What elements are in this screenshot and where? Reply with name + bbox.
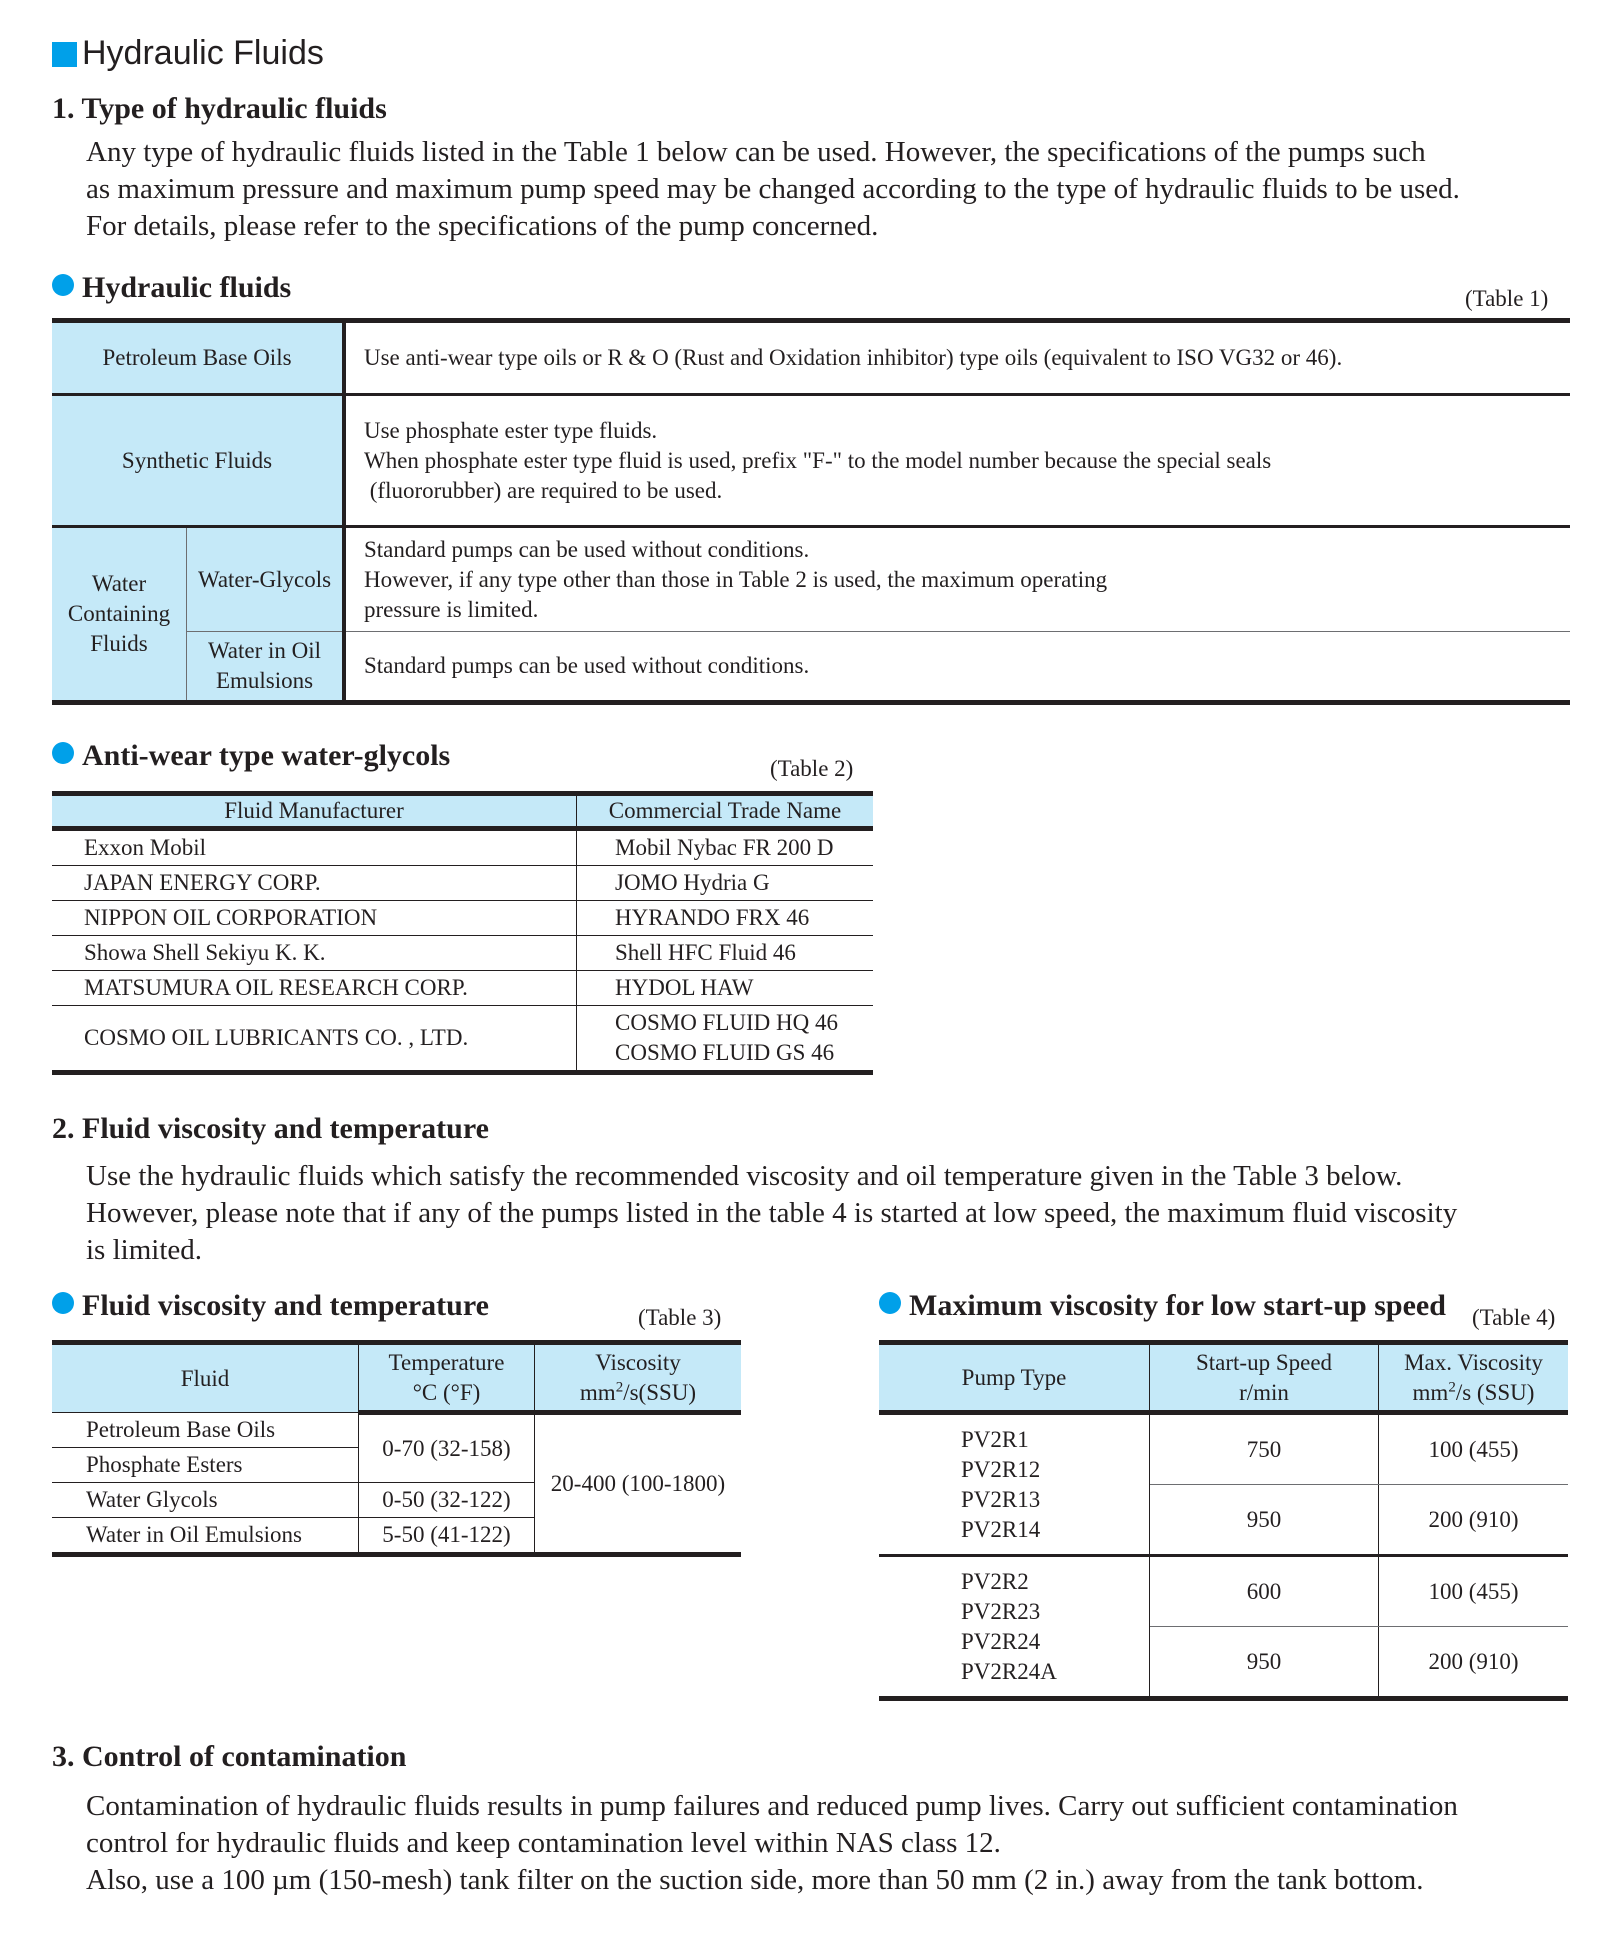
category-line: Emulsions [215,668,314,693]
fluid-cell: Phosphate Esters [52,1448,359,1483]
pump-model: PV2R24 [961,1628,1041,1654]
trade-name-cell: Mobil Nybac FR 200 D [577,829,874,866]
page-title: Hydraulic Fluids [82,34,324,72]
pump-model: PV2R1 [961,1426,1029,1452]
trade-name-cell: HYDOL HAW [577,971,874,1006]
paragraph-line: Any type of hydraulic fluids listed in the Table 1 below can be used. However, the specifications of the pumps such [86,136,1426,168]
fluid-cell: Water in Oil Emulsions [52,1518,359,1555]
column-header: Fluid Manufacturer [52,794,577,829]
description-line: However, if any type other than those in Table 2 is used, the maximum operating [364,566,1108,592]
section2-heading: 2. Fluid viscosity and temperature [52,1112,489,1145]
category-line: Water [91,571,147,596]
unit-text: mm [579,1379,616,1405]
header-line: Viscosity [595,1349,681,1375]
max-viscosity-cell: 200 (910) [1428,1648,1519,1674]
section3-heading: 3. Control of contamination [52,1740,407,1773]
paragraph-line: is limited. [86,1234,202,1266]
manufacturer-cell: Showa Shell Sekiyu K. K. [52,936,577,971]
unit-text: /s (SSU) [1455,1379,1535,1405]
description-cell [344,321,1570,395]
table4-title [879,1288,1446,1324]
table2-label: (Table 2) [770,756,854,781]
pump-type-cell [879,1556,1150,1699]
header-line [535,1378,741,1408]
category-line: Containing [67,601,171,626]
section3-paragraph [86,1788,1570,1899]
table3-title-text: Fluid viscosity and temperature [82,1289,489,1322]
description-cell [344,527,1570,632]
description-line: Standard pumps can be used without conditions. [364,536,810,562]
header-line: Temperature [388,1349,505,1375]
unit-text: mm [1412,1379,1449,1405]
category-line: Water in Oil [207,638,322,663]
table-row [52,866,873,901]
unit-superscript: 2 [1448,1378,1456,1395]
table2-title-text: Anti-wear type water-glycols [82,739,451,772]
title-square-icon [52,42,77,67]
viscosity-cell: 20-400 (100-1800) [550,1470,726,1496]
trade-name-line: COSMO FLUID HQ 46 [615,1010,838,1035]
bullet-icon [879,1292,901,1314]
category-cell-water-containing [52,527,187,703]
header-line: Max. Viscosity [1404,1349,1543,1375]
paragraph-line: However, please note that if any of the pumps listed in the table 4 is started at low speed, the maximum fluid viscosity [86,1197,1458,1229]
table1-label: (Table 1) [1465,286,1549,311]
pump-model: PV2R24A [961,1658,1057,1684]
table4-label: (Table 4) [1472,1305,1556,1330]
table3-title [52,1288,489,1324]
column-header: Commercial Trade Name [577,794,874,829]
max-viscosity-cell: 100 (455) [1379,1556,1569,1627]
trade-name-line: COSMO FLUID GS 46 [615,1040,835,1065]
table-row [52,901,873,936]
table-header-row [52,1343,741,1413]
speed-cell: 950 [1150,1627,1379,1699]
temperature-cell: 0-70 (32-158) [359,1413,535,1483]
column-header [1379,1343,1569,1413]
table3-label: (Table 3) [638,1305,722,1330]
column-header [1150,1343,1379,1413]
pump-model: PV2R12 [961,1456,1041,1482]
bullet-icon [52,742,74,764]
trade-name-cell [577,1006,874,1073]
water-glycols-table [52,791,873,1075]
column-header: Fluid [52,1343,359,1413]
pump-model: PV2R23 [961,1598,1041,1624]
trade-name-cell: HYRANDO FRX 46 [577,901,874,936]
manufacturer-cell: MATSUMURA OIL RESEARCH CORP. [52,971,577,1006]
section1-heading: 1. Type of hydraulic fluids [52,92,387,125]
table-row [52,829,873,866]
table1-title [52,270,291,306]
manufacturer-cell: COSMO OIL LUBRICANTS CO. , LTD. [52,1006,577,1073]
fluid-cell: Water Glycols [52,1483,359,1518]
paragraph-line: as maximum pressure and maximum pump speed may be changed according to the type of hydraulic fluids to be used. [86,173,1460,205]
pump-model: PV2R2 [961,1568,1029,1594]
description-line: Use phosphate ester type fluids. [364,417,658,443]
description-line: Use anti-wear type oils or R & O (Rust and Oxidation inhibitor) type oils (equivalent to ISO VG32 or 46). [364,345,1343,370]
max-viscosity-cell: 200 (910) [1379,1485,1569,1556]
max-viscosity-table [879,1340,1568,1701]
description-line: When phosphate ester type fluid is used, prefix "F-" to the model number because the special seals [364,447,1272,473]
category-cell: Synthetic Fluids [52,395,344,527]
manufacturer-cell: NIPPON OIL CORPORATION [52,901,577,936]
subcategory-cell: Water-Glycols [187,527,345,632]
description-cell [344,395,1570,527]
pump-model: PV2R14 [961,1516,1041,1542]
column-header [359,1343,535,1413]
paragraph-line: Also, use a 100 µm (150-mesh) tank filter on the suction side, more than 50 mm (2 in.) away from the tank bottom. [86,1864,1424,1896]
speed-cell: 750 [1150,1413,1379,1485]
header-line: °C (°F) [412,1379,481,1405]
table-row [52,527,1570,632]
unit-text: /s(SSU) [623,1379,697,1405]
unit-superscript: 2 [615,1378,624,1395]
max-viscosity-cell: 100 (455) [1379,1413,1569,1485]
table4-title-text: Maximum viscosity for low start-up speed [909,1289,1446,1322]
temperature-cell: 5-50 (41-122) [359,1518,535,1555]
trade-name-cell: JOMO Hydria G [577,866,874,901]
header-line [1379,1378,1568,1408]
description-line: pressure is limited. [364,596,539,622]
speed-cell: 950 [1150,1485,1379,1556]
table-row [52,971,873,1006]
manufacturer-cell: JAPAN ENERGY CORP. [52,866,577,901]
table-row [52,1413,741,1448]
table-row [52,936,873,971]
viscosity-temperature-table [52,1340,741,1557]
table-row [52,395,1570,527]
bullet-icon [52,274,74,296]
paragraph-line: control for hydraulic fluids and keep contamination level within NAS class 12. [86,1827,1001,1859]
table-header-row [879,1343,1568,1413]
category-cell: Petroleum Base Oils [52,321,344,395]
table-header-row [52,794,873,829]
description-line: Standard pumps can be used without conditions. [364,653,810,678]
header-line: r/min [1239,1379,1289,1405]
section1-paragraph [86,134,1570,245]
table-row [52,1006,873,1073]
table-row [879,1413,1568,1485]
temperature-cell: 0-50 (32-122) [359,1483,535,1518]
paragraph-line: Use the hydraulic fluids which satisfy the recommended viscosity and oil temperature given in the Table 3 below. [86,1160,1403,1192]
column-header: Pump Type [879,1343,1150,1413]
paragraph-line: For details, please refer to the specifications of the pump concerned. [86,210,879,242]
subcategory-cell [187,632,345,703]
pump-model: PV2R13 [961,1486,1041,1512]
table2-title [52,738,450,774]
description-line: (fluororubber) are required to be used. [364,477,723,503]
paragraph-line: Contamination of hydraulic fluids results in pump failures and reduced pump lives. Carry out sufficient contamination [86,1790,1458,1822]
section2-paragraph [86,1158,1570,1269]
table-row [879,1556,1568,1627]
table-row [52,632,1570,703]
bullet-icon [52,1292,74,1314]
category-line: Fluids [90,631,148,656]
header-line: Start-up Speed [1195,1349,1333,1375]
table1-title-text: Hydraulic fluids [82,271,292,304]
hydraulic-fluids-table [52,318,1570,705]
fluid-cell: Petroleum Base Oils [52,1413,359,1448]
speed-cell: 600 [1150,1556,1379,1627]
trade-name-cell: Shell HFC Fluid 46 [577,936,874,971]
table-row [52,321,1570,395]
description-cell [344,632,1570,703]
column-header [535,1343,742,1413]
manufacturer-cell: Exxon Mobil [52,829,577,866]
pump-type-cell [879,1413,1150,1556]
